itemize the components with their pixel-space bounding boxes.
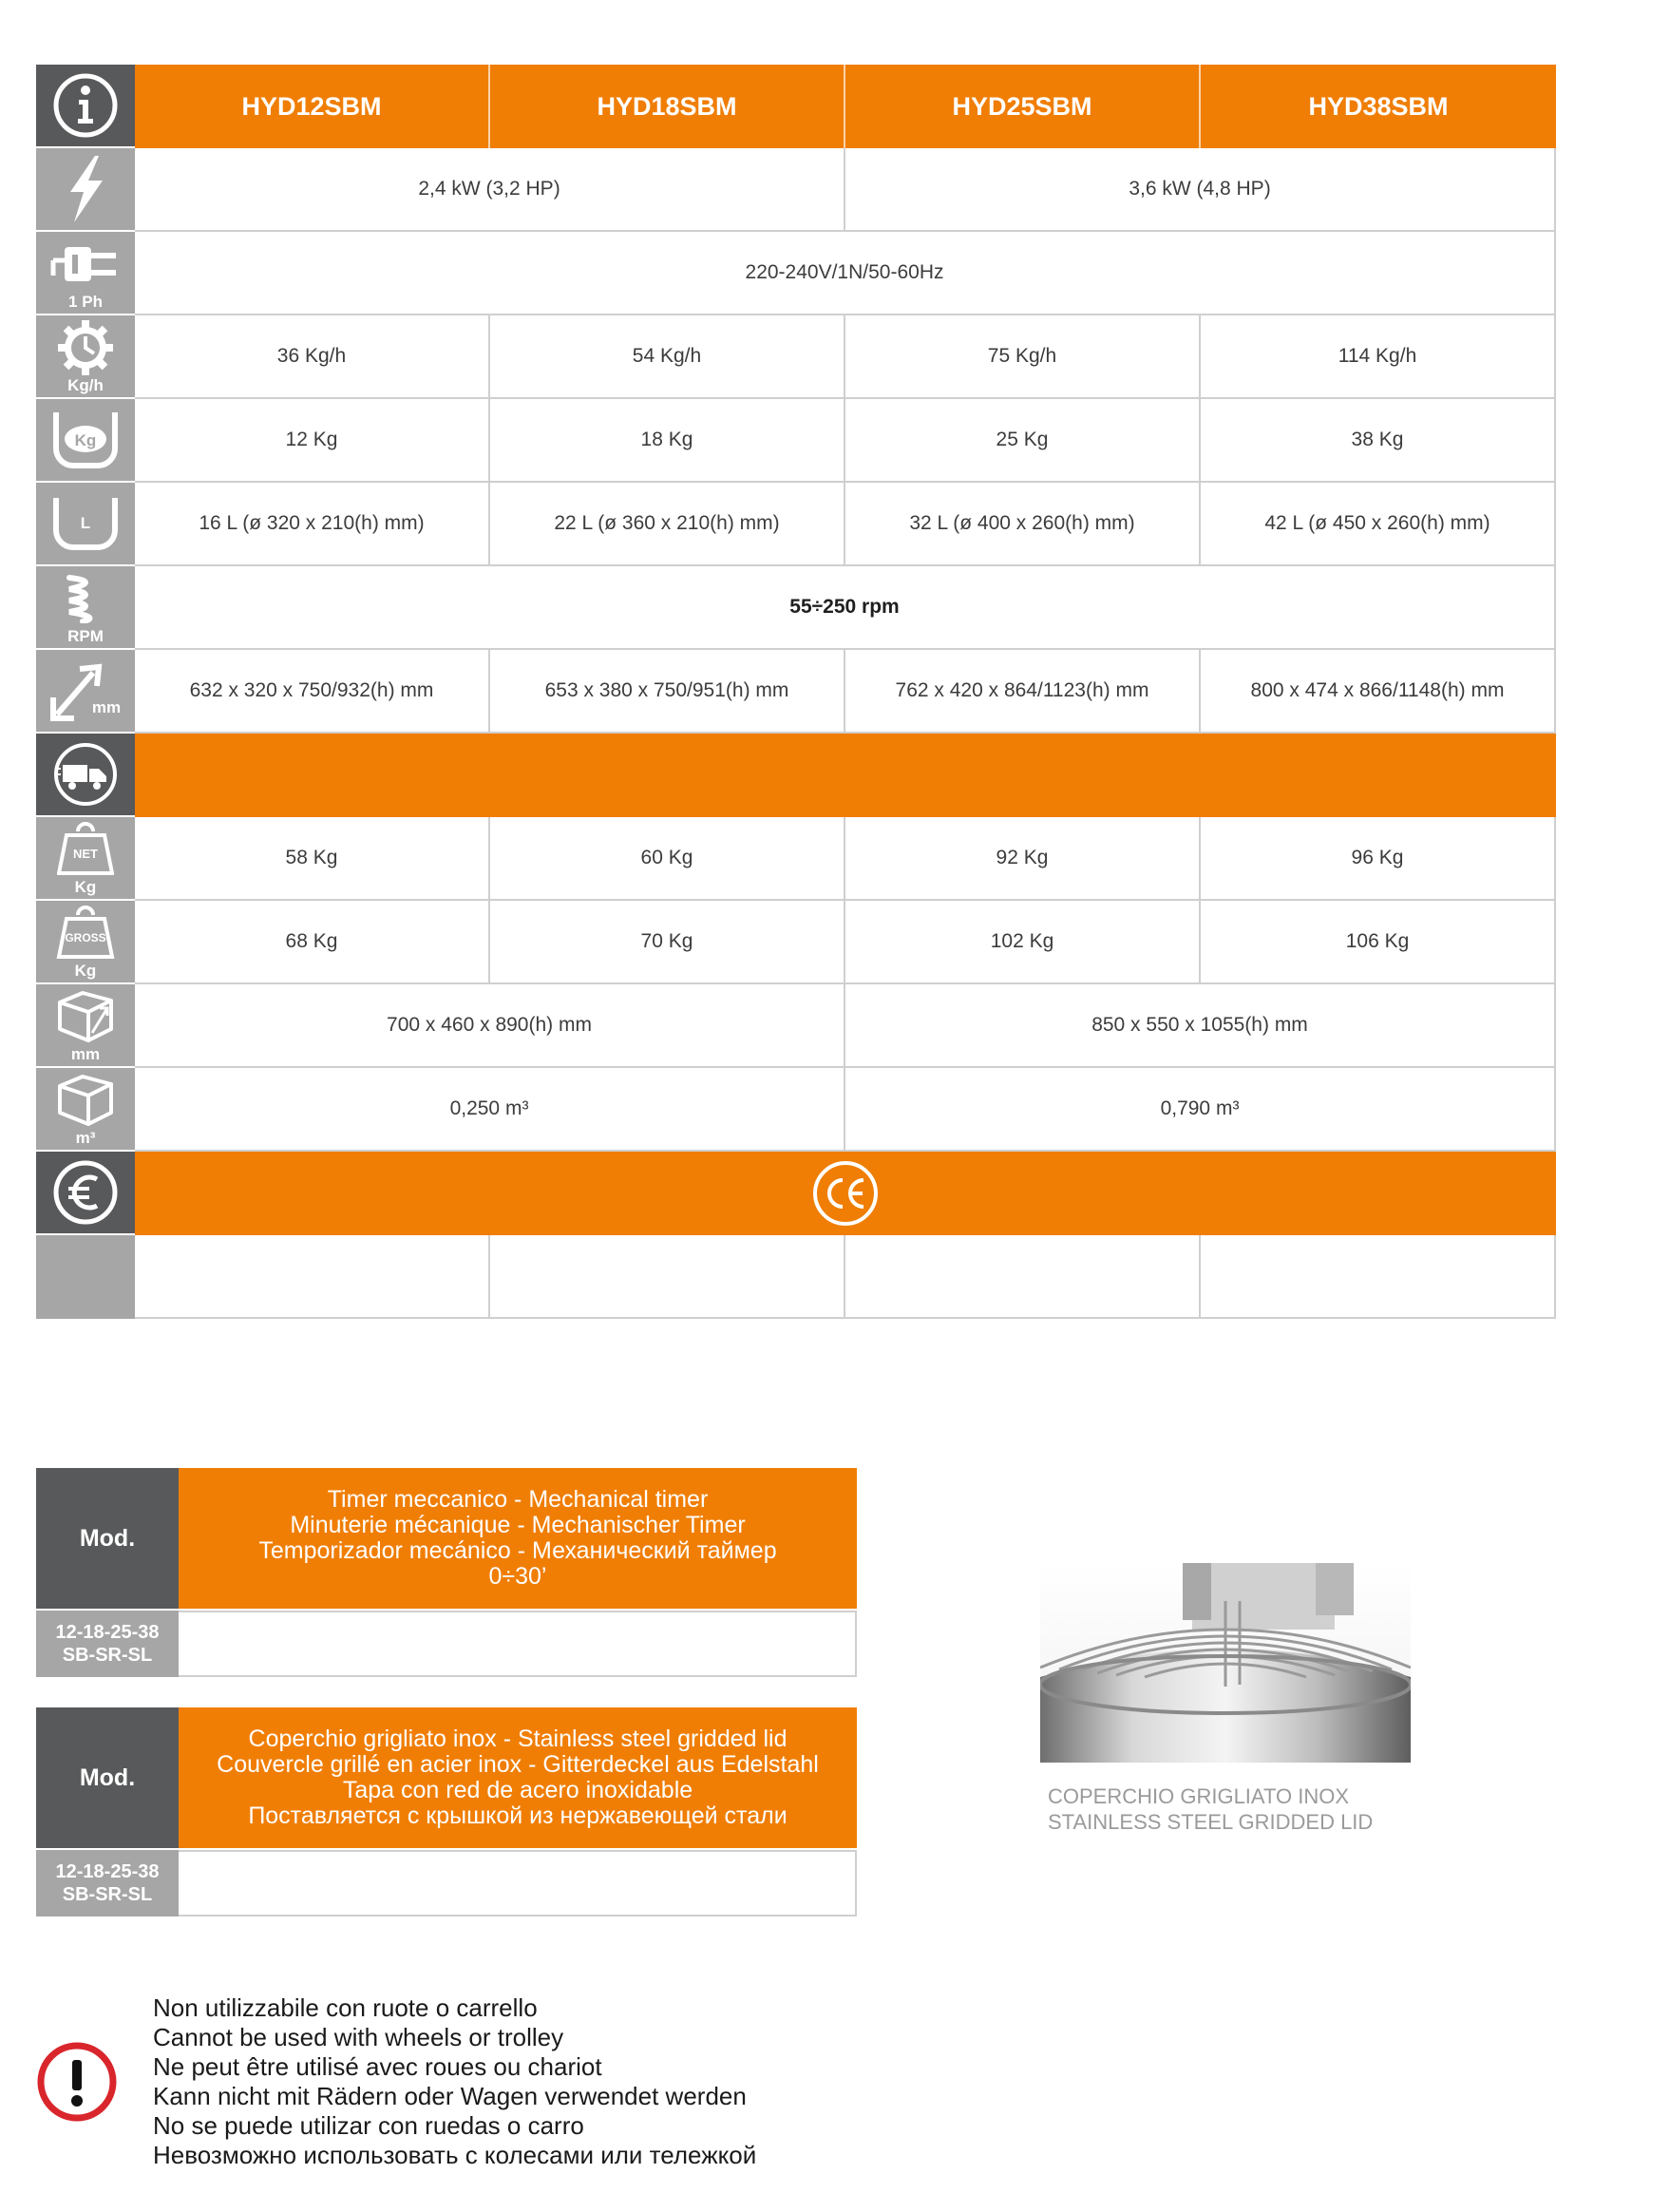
- spiral-speed-icon: [62, 572, 109, 623]
- option-value-cell: [179, 1611, 857, 1677]
- mixer-lid-illustration: [1040, 1563, 1411, 1763]
- speed-value: 55÷250 rpm: [135, 566, 1556, 650]
- bowl-icon-cell: [36, 483, 135, 566]
- svg-text:NET: NET: [73, 847, 98, 861]
- warning-icon-wrap: [36, 2041, 118, 2123]
- production-value-2: 54 Kg/h: [490, 315, 845, 399]
- svg-text:Kg: Kg: [74, 431, 97, 449]
- option-lid-table: [36, 1707, 857, 1918]
- voltage-icon-cell: [36, 232, 135, 315]
- price-value-4: [1201, 1235, 1556, 1319]
- option-models-line: SB-SR-SL: [62, 1884, 153, 1905]
- option-line: Minuterie mécanique - Mechanischer Timer: [290, 1512, 746, 1538]
- price-label-cell: [36, 1235, 135, 1319]
- voltage-value: 220-240V/1N/50-60Hz: [135, 232, 1556, 315]
- capacity-value-3: 25 Kg: [845, 399, 1201, 483]
- option-description: [179, 1468, 857, 1609]
- photo-caption-line: STAINLESS STEEL GRIDDED LID: [1048, 1810, 1374, 1834]
- gross-weight-value-4: 106 Kg: [1201, 901, 1556, 984]
- warning-icon: [36, 2041, 118, 2123]
- model-header-3: HYD25SBM: [845, 65, 1201, 148]
- plug-icon: [49, 239, 122, 289]
- option-models: [36, 1611, 179, 1677]
- production-gear-icon: [56, 318, 115, 377]
- spec-table: [36, 65, 1573, 1317]
- production-value-3: 75 Kg/h: [845, 315, 1201, 399]
- model-header-2: HYD18SBM: [490, 65, 845, 148]
- info-icon-cell: [36, 65, 135, 148]
- package-icon-cell: [36, 984, 135, 1068]
- option-models: [36, 1850, 179, 1916]
- volume-icon-caption: m³: [75, 1129, 96, 1147]
- svg-text:GROSS: GROSS: [65, 931, 106, 944]
- option-mod-label: Mod.: [36, 1707, 179, 1848]
- option-models-line: SB-SR-SL: [62, 1645, 153, 1666]
- capacity-icon-cell: [36, 399, 135, 483]
- option-timer-table: [36, 1468, 857, 1679]
- speed-icon-caption: RPM: [67, 627, 104, 645]
- warning-line: Ne peut être utilisé avec roues ou chariot: [153, 2052, 602, 2081]
- volume-value-large: 0,790 m³: [845, 1068, 1556, 1152]
- power-value-small: 2,4 kW (3,2 HP): [135, 148, 845, 232]
- dimensions-value-4: 800 x 474 x 866/1148(h) mm: [1201, 650, 1556, 734]
- option-line: Temporizador mecánico - Механический таймер: [258, 1537, 777, 1564]
- dimensions-value-2: 653 x 380 x 750/951(h) mm: [490, 650, 845, 734]
- warning-line: No se puede utilizar con ruedas o carro: [153, 2111, 584, 2140]
- price-section-bar: [135, 1152, 1556, 1235]
- volume-box-icon: [54, 1071, 117, 1130]
- net-weight-value-2: 60 Kg: [490, 817, 845, 901]
- power-icon-cell: [36, 148, 135, 232]
- bowl-value-3: 32 L (ø 400 x 260(h) mm): [845, 483, 1201, 566]
- price-value-2: [490, 1235, 845, 1319]
- production-value-4: 114 Kg/h: [1201, 315, 1556, 399]
- dough-capacity-icon: [50, 409, 121, 471]
- delivery-truck-icon: [51, 740, 120, 809]
- capacity-value-4: 38 Kg: [1201, 399, 1556, 483]
- warning-text: [153, 1993, 756, 2170]
- net-weight-icon-cell: [36, 817, 135, 901]
- gross-weight-icon-caption: Kg: [74, 962, 97, 980]
- shipping-section-bar: [135, 734, 1556, 817]
- package-value-small: 700 x 460 x 890(h) mm: [135, 984, 845, 1068]
- shipping-icon-cell: [36, 734, 135, 817]
- price-value-1: [135, 1235, 490, 1319]
- capacity-value-1: 12 Kg: [135, 399, 490, 483]
- option-mod-label: Mod.: [36, 1468, 179, 1609]
- warning-line: Cannot be used with wheels or trolley: [153, 2023, 564, 2051]
- warning-line: Kann nicht mit Rädern oder Wagen verwendet werden: [153, 2082, 747, 2110]
- info-icon: [51, 71, 120, 140]
- bowl-value-2: 22 L (ø 360 x 210(h) mm): [490, 483, 845, 566]
- dimensions-value-3: 762 x 420 x 864/1123(h) mm: [845, 650, 1201, 734]
- production-icon-cell: [36, 315, 135, 399]
- package-value-large: 850 x 550 x 1055(h) mm: [845, 984, 1556, 1068]
- option-models-line: 12-18-25-38: [55, 1622, 160, 1643]
- bowl-icon: [50, 494, 121, 553]
- euro-icon: [51, 1158, 120, 1227]
- net-weight-value-3: 92 Kg: [845, 817, 1201, 901]
- power-value-large: 3,6 kW (4,8 HP): [845, 148, 1556, 232]
- price-icon-cell: [36, 1152, 135, 1235]
- package-icon-caption: mm: [70, 1045, 101, 1063]
- dimensions-icon-cell: [36, 650, 135, 734]
- production-icon-caption: Kg/h: [67, 376, 104, 394]
- price-value-3: [845, 1235, 1201, 1319]
- svg-text:L: L: [80, 514, 91, 532]
- photo-caption: [1048, 1783, 1373, 1835]
- dimensions-value-1: 632 x 320 x 750/932(h) mm: [135, 650, 490, 734]
- option-line: Tapa con red de acero inoxidable: [342, 1777, 693, 1803]
- volume-icon-cell: [36, 1068, 135, 1152]
- volume-value-small: 0,250 m³: [135, 1068, 845, 1152]
- gridded-lid-photo: [1040, 1563, 1411, 1763]
- option-description: [179, 1707, 857, 1848]
- gross-weight-icon-cell: [36, 901, 135, 984]
- gross-weight-value-3: 102 Kg: [845, 901, 1201, 984]
- model-header-4: HYD38SBM: [1201, 65, 1556, 148]
- package-box-icon: [54, 987, 117, 1046]
- net-weight-value-1: 58 Kg: [135, 817, 490, 901]
- bowl-value-1: 16 L (ø 320 x 210(h) mm): [135, 483, 490, 566]
- voltage-icon-caption: 1 Ph: [68, 293, 103, 311]
- net-weight-value-4: 96 Kg: [1201, 817, 1556, 901]
- warning-line: Невозможно использовать с колесами или тележкой: [153, 2141, 757, 2169]
- ce-mark-icon: [811, 1159, 880, 1228]
- capacity-value-2: 18 Kg: [490, 399, 845, 483]
- svg-text:mm: mm: [91, 698, 122, 716]
- warning-line: Non utilizzabile con ruote o carrello: [153, 1993, 538, 2022]
- option-line: Couvercle grillé en acier inox - Gitterdeckel aus Edelstahl: [217, 1751, 819, 1778]
- net-weight-icon-caption: Kg: [74, 878, 97, 896]
- option-line: Coperchio grigliato inox - Stainless steel gridded lid: [248, 1726, 788, 1752]
- option-models-line: 12-18-25-38: [55, 1861, 160, 1882]
- option-line: Поставляется с крышкой из нержавеющей стали: [248, 1802, 788, 1829]
- gross-weight-value-1: 68 Kg: [135, 901, 490, 984]
- net-weight-icon: [57, 822, 114, 875]
- model-header-1: HYD12SBM: [135, 65, 490, 148]
- bowl-value-4: 42 L (ø 450 x 260(h) mm): [1201, 483, 1556, 566]
- lightning-icon: [57, 154, 114, 224]
- gross-weight-value-2: 70 Kg: [490, 901, 845, 984]
- option-value-cell: [179, 1850, 857, 1916]
- gross-weight-icon: [55, 906, 116, 959]
- photo-caption-line: COPERCHIO GRIGLIATO INOX: [1048, 1784, 1350, 1808]
- speed-icon-cell: [36, 566, 135, 650]
- production-value-1: 36 Kg/h: [135, 315, 490, 399]
- option-line: Timer meccanico - Mechanical timer: [327, 1486, 709, 1513]
- dimensions-arrow-icon: [46, 658, 125, 724]
- option-line: 0÷30’: [488, 1563, 547, 1590]
